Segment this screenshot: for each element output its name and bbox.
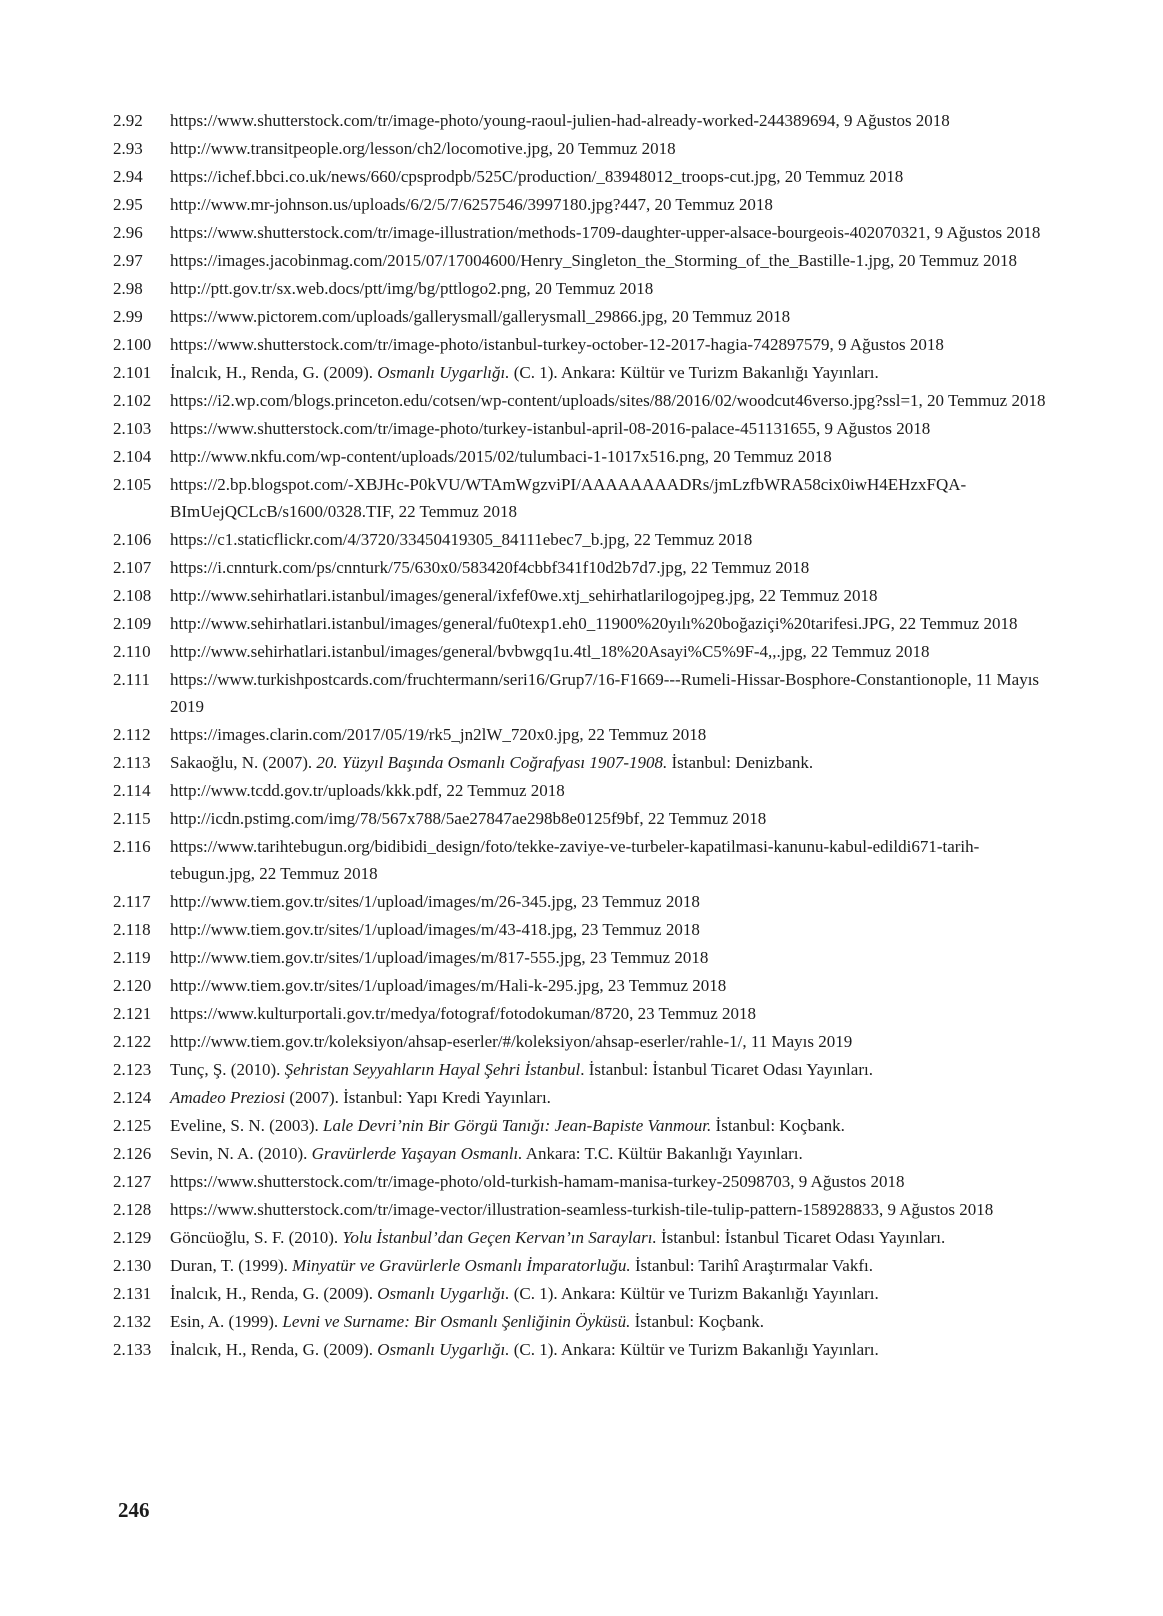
- reference-segment: https://www.kulturportali.gov.tr/medya/fotograf/fotodokuman/8720, 23 Temmuz 2018: [170, 1004, 757, 1023]
- reference-item: [113, 1140, 1053, 1167]
- reference-segment: İstanbul: Tarihî Araştırmalar Vakfı.: [630, 1256, 873, 1275]
- reference-item: [113, 582, 1053, 609]
- reference-number: 2.124: [113, 1088, 152, 1107]
- reference-text: [170, 1308, 1053, 1335]
- reference-segment: https://i.cnnturk.com/ps/cnnturk/75/630x0/583420f4cbbf341f10d2b7d7.jpg, 22 Temmuz 2018: [170, 558, 810, 577]
- reference-segment: https://www.turkishpostcards.com/fruchtermann/seri16/Grup7/16-F1669---Rumeli-Hissar-Bosphore-Constantionople, 11 Mayıs 2019: [170, 670, 1040, 716]
- reference-item: [113, 777, 1053, 804]
- reference-item: [113, 610, 1053, 637]
- reference-item: [113, 944, 1053, 971]
- reference-item: [113, 1084, 1053, 1111]
- reference-number: 2.107: [113, 558, 152, 577]
- reference-segment: http://www.transitpeople.org/lesson/ch2/locomotive.jpg, 20 Temmuz 2018: [170, 139, 676, 158]
- reference-segment: http://www.sehirhatlari.istanbul/images/general/fu0texp1.eh0_11900%20yılı%20boğaziçi%20tarifesi.JPG, 22 Temmuz 2018: [170, 614, 1018, 633]
- reference-text: [170, 610, 1053, 637]
- reference-item: [113, 443, 1053, 470]
- reference-text: [170, 107, 1053, 134]
- reference-number: 2.98: [113, 279, 143, 298]
- reference-number: 2.123: [113, 1060, 152, 1079]
- reference-text: [170, 582, 1053, 609]
- reference-segment: http://www.tiem.gov.tr/sites/1/upload/images/m/817-555.jpg, 23 Temmuz 2018: [170, 948, 709, 967]
- reference-number: 2.122: [113, 1032, 152, 1051]
- reference-text: [170, 638, 1053, 665]
- reference-segment: http://icdn.pstimg.com/img/78/567x788/5ae27847ae298b8e0125f9bf, 22 Temmuz 2018: [170, 809, 767, 828]
- reference-item: [113, 916, 1053, 943]
- reference-item: [113, 1000, 1053, 1027]
- reference-title: Levni ve Surname: Bir Osmanlı Şenliğinin Öyküsü.: [282, 1312, 631, 1331]
- reference-segment: http://ptt.gov.tr/sx.web.docs/ptt/img/bg/pttlogo2.png, 20 Temmuz 2018: [170, 279, 654, 298]
- reference-item: [113, 1028, 1053, 1055]
- reference-segment: İstanbul: İstanbul Ticaret Odası Yayınları.: [656, 1228, 946, 1247]
- reference-number: 2.97: [113, 251, 143, 270]
- reference-number: 2.118: [113, 920, 151, 939]
- reference-number: 2.94: [113, 167, 143, 186]
- reference-number: 2.104: [113, 447, 152, 466]
- reference-number: 2.95: [113, 195, 143, 214]
- reference-item: [113, 972, 1053, 999]
- reference-text: [170, 944, 1053, 971]
- reference-text: [170, 1000, 1053, 1027]
- reference-number: 2.117: [113, 892, 151, 911]
- reference-item: [113, 1056, 1053, 1083]
- reference-text: [170, 666, 1053, 720]
- reference-text: [170, 1196, 1053, 1223]
- reference-segment: Esin, A. (1999).: [170, 1312, 283, 1331]
- reference-segment: İnalcık, H., Renda, G. (2009).: [170, 1284, 378, 1303]
- reference-segment: https://www.shutterstock.com/tr/image-photo/turkey-istanbul-april-08-2016-palace-451131655, 9 Ağustos 2018: [170, 419, 931, 438]
- reference-item: [113, 638, 1053, 665]
- reference-item: [113, 331, 1053, 358]
- reference-item: [113, 303, 1053, 330]
- reference-title: Osmanlı Uygarlığı.: [377, 1340, 510, 1359]
- reference-text: [170, 916, 1053, 943]
- reference-item: [113, 1336, 1053, 1363]
- reference-title: Yolu İstanbul’dan Geçen Kervan’ın Sarayları.: [342, 1228, 657, 1247]
- reference-segment: Sakaoğlu, N. (2007).: [170, 753, 317, 772]
- reference-segment: https://www.shutterstock.com/tr/image-photo/istanbul-turkey-october-12-2017-hagia-742897579, 9 Ağustos 2018: [170, 335, 944, 354]
- reference-text: [170, 1168, 1053, 1195]
- reference-segment: https://www.tarihtebugun.org/bidibidi_design/foto/tekke-zaviye-ve-turbeler-kapatilmasi-kanunu-kabul-edildi671-tarihtebugun.jpg, 22 Temmuz 2018: [170, 837, 980, 883]
- reference-item: [113, 833, 1053, 887]
- reference-number: 2.133: [113, 1340, 152, 1359]
- reference-segment: (C. 1). Ankara: Kültür ve Turizm Bakanlığı Yayınları.: [509, 1284, 879, 1303]
- reference-item: [113, 805, 1053, 832]
- reference-segment: http://www.tiem.gov.tr/koleksiyon/ahsap-eserler/#/koleksiyon/ahsap-eserler/rahle-1/, 11 Mayıs 2019: [170, 1032, 853, 1051]
- reference-item: [113, 387, 1053, 414]
- reference-text: [170, 247, 1053, 274]
- reference-number: 2.120: [113, 976, 152, 995]
- reference-segment: Ankara: T.C. Kültür Bakanlığı Yayınları.: [522, 1144, 803, 1163]
- reference-number: 2.125: [113, 1116, 152, 1135]
- reference-number: 2.116: [113, 837, 151, 856]
- reference-segment: Duran, T. (1999).: [170, 1256, 293, 1275]
- reference-text: [170, 1280, 1053, 1307]
- reference-list: [113, 107, 1053, 1364]
- reference-text: [170, 191, 1053, 218]
- reference-segment: https://images.jacobinmag.com/2015/07/17004600/Henry_Singleton_the_Storming_of_the_Bastille-1.jpg, 20 Temmuz 2018: [170, 251, 1017, 270]
- reference-segment: https://i2.wp.com/blogs.princeton.edu/cotsen/wp-content/uploads/sites/88/2016/02/woodcut46verso.jpg?ssl=1, 20 Temmuz 2018: [170, 391, 1046, 410]
- reference-item: [113, 135, 1053, 162]
- reference-item: [113, 526, 1053, 553]
- reference-segment: (C. 1). Ankara: Kültür ve Turizm Bakanlığı Yayınları.: [509, 1340, 879, 1359]
- reference-number: 2.130: [113, 1256, 152, 1275]
- reference-title: Lale Devri’nin Bir Görgü Tanığı: Jean-Bapiste Vanmour.: [322, 1116, 712, 1135]
- reference-segment: https://c1.staticflickr.com/4/3720/33450419305_84111ebec7_b.jpg, 22 Temmuz 2018: [170, 530, 753, 549]
- reference-item: [113, 191, 1053, 218]
- reference-segment: Eveline, S. N. (2003).: [170, 1116, 323, 1135]
- reference-text: [170, 777, 1053, 804]
- reference-text: [170, 833, 1053, 887]
- reference-segment: https://www.shutterstock.com/tr/image-photo/young-raoul-julien-had-already-worked-244389694, 9 Ağustos 2018: [170, 111, 950, 130]
- reference-item: [113, 247, 1053, 274]
- reference-number: 2.129: [113, 1228, 152, 1247]
- reference-text: [170, 972, 1053, 999]
- reference-title: Şehristan Seyyahların Hayal Şehri İstanbul: [284, 1060, 581, 1079]
- reference-number: 2.114: [113, 781, 151, 800]
- reference-item: [113, 107, 1053, 134]
- reference-segment: Tunç, Ş. (2010).: [170, 1060, 285, 1079]
- reference-title: 20. Yüzyıl Başında Osmanlı Coğrafyası 1907-1908.: [316, 753, 668, 772]
- reference-title: Osmanlı Uygarlığı.: [377, 1284, 510, 1303]
- reference-number: 2.102: [113, 391, 152, 410]
- reference-item: [113, 554, 1053, 581]
- reference-item: [113, 471, 1053, 525]
- reference-item: [113, 163, 1053, 190]
- reference-number: 2.115: [113, 809, 151, 828]
- reference-segment: https://www.shutterstock.com/tr/image-vector/illustration-seamless-turkish-tile-tulip-pattern-158928833, 9 Ağustos 2018: [170, 1200, 994, 1219]
- reference-text: [170, 749, 1053, 776]
- reference-number: 2.108: [113, 586, 152, 605]
- reference-text: [170, 1112, 1053, 1139]
- reference-number: 2.100: [113, 335, 152, 354]
- reference-segment: https://www.shutterstock.com/tr/image-photo/old-turkish-hamam-manisa-turkey-25098703, 9 Ağustos 2018: [170, 1172, 905, 1191]
- reference-title: Minyatür ve Gravürlerle Osmanlı İmparatorluğu.: [292, 1256, 631, 1275]
- reference-text: [170, 554, 1053, 581]
- reference-segment: http://www.mr-johnson.us/uploads/6/2/5/7/6257546/3997180.jpg?447, 20 Temmuz 2018: [170, 195, 773, 214]
- reference-number: 2.110: [113, 642, 151, 661]
- reference-segment: https://images.clarin.com/2017/05/19/rk5_jn2lW_720x0.jpg, 22 Temmuz 2018: [170, 725, 707, 744]
- reference-number: 2.105: [113, 475, 152, 494]
- reference-item: [113, 1224, 1053, 1251]
- reference-segment: http://www.sehirhatlari.istanbul/images/general/bvbwgq1u.4tl_18%20Asayi%C5%9F-4,,.jpg, 22 Temmuz 2018: [170, 642, 930, 661]
- reference-segment: https://www.shutterstock.com/tr/image-illustration/methods-1709-daughter-upper-alsace-bourgeois-402070321, 9 Ağustos 2018: [170, 223, 1041, 242]
- reference-text: [170, 275, 1053, 302]
- reference-number: 2.92: [113, 111, 143, 130]
- reference-text: [170, 471, 1053, 525]
- reference-item: [113, 1196, 1053, 1223]
- reference-item: [113, 219, 1053, 246]
- reference-number: 2.106: [113, 530, 152, 549]
- reference-item: [113, 749, 1053, 776]
- reference-text: [170, 805, 1053, 832]
- reference-segment: (C. 1). Ankara: Kültür ve Turizm Bakanlığı Yayınları.: [509, 363, 879, 382]
- reference-text: [170, 415, 1053, 442]
- reference-number: 2.101: [113, 363, 152, 382]
- reference-text: [170, 1140, 1053, 1167]
- reference-segment: (2007). İstanbul: Yapı Kredi Yayınları.: [285, 1088, 551, 1107]
- reference-number: 2.126: [113, 1144, 152, 1163]
- reference-number: 2.109: [113, 614, 152, 633]
- reference-segment: İstanbul: Koçbank.: [630, 1312, 764, 1331]
- reference-text: [170, 1084, 1053, 1111]
- reference-segment: İstanbul: Denizbank.: [667, 753, 814, 772]
- reference-segment: Göncüoğlu, S. F. (2010).: [170, 1228, 343, 1247]
- reference-number: 2.127: [113, 1172, 152, 1191]
- reference-item: [113, 721, 1053, 748]
- reference-number: 2.103: [113, 419, 152, 438]
- reference-title: Amadeo Preziosi: [170, 1088, 286, 1107]
- reference-segment: İstanbul: Koçbank.: [711, 1116, 845, 1135]
- reference-item: [113, 415, 1053, 442]
- reference-title: Gravürlerde Yaşayan Osmanlı.: [311, 1144, 523, 1163]
- reference-segment: İnalcık, H., Renda, G. (2009).: [170, 1340, 378, 1359]
- page-number: 246: [118, 1498, 150, 1522]
- reference-text: [170, 1028, 1053, 1055]
- reference-number: 2.121: [113, 1004, 152, 1023]
- reference-item: [113, 275, 1053, 302]
- reference-number: 2.93: [113, 139, 143, 158]
- reference-segment: . İstanbul: İstanbul Ticaret Odası Yayınları.: [580, 1060, 873, 1079]
- reference-item: [113, 1168, 1053, 1195]
- reference-text: [170, 1224, 1053, 1251]
- reference-number: 2.112: [113, 725, 151, 744]
- reference-text: [170, 331, 1053, 358]
- reference-text: [170, 1056, 1053, 1083]
- reference-item: [113, 1308, 1053, 1335]
- reference-segment: Sevin, N. A. (2010).: [170, 1144, 312, 1163]
- reference-segment: https://ichef.bbci.co.uk/news/660/cpsprodpb/525C/production/_83948012_troops-cut.jpg, 20 Temmuz 2018: [170, 167, 904, 186]
- reference-text: [170, 443, 1053, 470]
- reference-text: [170, 1252, 1053, 1279]
- reference-number: 2.132: [113, 1312, 152, 1331]
- reference-segment: https://www.pictorem.com/uploads/gallerysmall/gallerysmall_29866.jpg, 20 Temmuz 2018: [170, 307, 791, 326]
- reference-item: [113, 1280, 1053, 1307]
- reference-text: [170, 888, 1053, 915]
- reference-number: 2.96: [113, 223, 143, 242]
- reference-number: 2.99: [113, 307, 143, 326]
- reference-segment: https://2.bp.blogspot.com/-XBJHc-P0kVU/WTAmWgzviPI/AAAAAAAADRs/jmLzfbWRA58cix0iwH4EHzxFQA-BImUejQCLcB/s1600/0328.TIF, 22 Temmuz 2018: [170, 475, 967, 521]
- reference-item: [113, 359, 1053, 386]
- reference-item: [113, 1252, 1053, 1279]
- reference-text: [170, 163, 1053, 190]
- reference-text: [170, 303, 1053, 330]
- reference-number: 2.119: [113, 948, 151, 967]
- reference-title: Osmanlı Uygarlığı.: [377, 363, 510, 382]
- reference-text: [170, 219, 1053, 246]
- reference-text: [170, 135, 1053, 162]
- reference-segment: http://www.tcdd.gov.tr/uploads/kkk.pdf, 22 Temmuz 2018: [170, 781, 565, 800]
- reference-segment: İnalcık, H., Renda, G. (2009).: [170, 363, 378, 382]
- reference-segment: http://www.sehirhatlari.istanbul/images/general/ixfef0we.xtj_sehirhatlarilogojpeg.jpg, 22 Temmuz 2018: [170, 586, 878, 605]
- reference-text: [170, 387, 1053, 414]
- reference-segment: http://www.tiem.gov.tr/sites/1/upload/images/m/Hali-k-295.jpg, 23 Temmuz 2018: [170, 976, 727, 995]
- reference-number: 2.131: [113, 1284, 152, 1303]
- reference-item: [113, 666, 1053, 720]
- reference-number: 2.113: [113, 753, 151, 772]
- reference-segment: http://www.tiem.gov.tr/sites/1/upload/images/m/43-418.jpg, 23 Temmuz 2018: [170, 920, 700, 939]
- reference-text: [170, 526, 1053, 553]
- reference-item: [113, 1112, 1053, 1139]
- reference-text: [170, 1336, 1053, 1363]
- reference-text: [170, 721, 1053, 748]
- reference-item: [113, 888, 1053, 915]
- reference-number: 2.111: [113, 670, 150, 689]
- reference-segment: http://www.tiem.gov.tr/sites/1/upload/images/m/26-345.jpg, 23 Temmuz 2018: [170, 892, 700, 911]
- reference-text: [170, 359, 1053, 386]
- reference-number: 2.128: [113, 1200, 152, 1219]
- reference-segment: http://www.nkfu.com/wp-content/uploads/2015/02/tulumbaci-1-1017x516.png, 20 Temmuz 2018: [170, 447, 832, 466]
